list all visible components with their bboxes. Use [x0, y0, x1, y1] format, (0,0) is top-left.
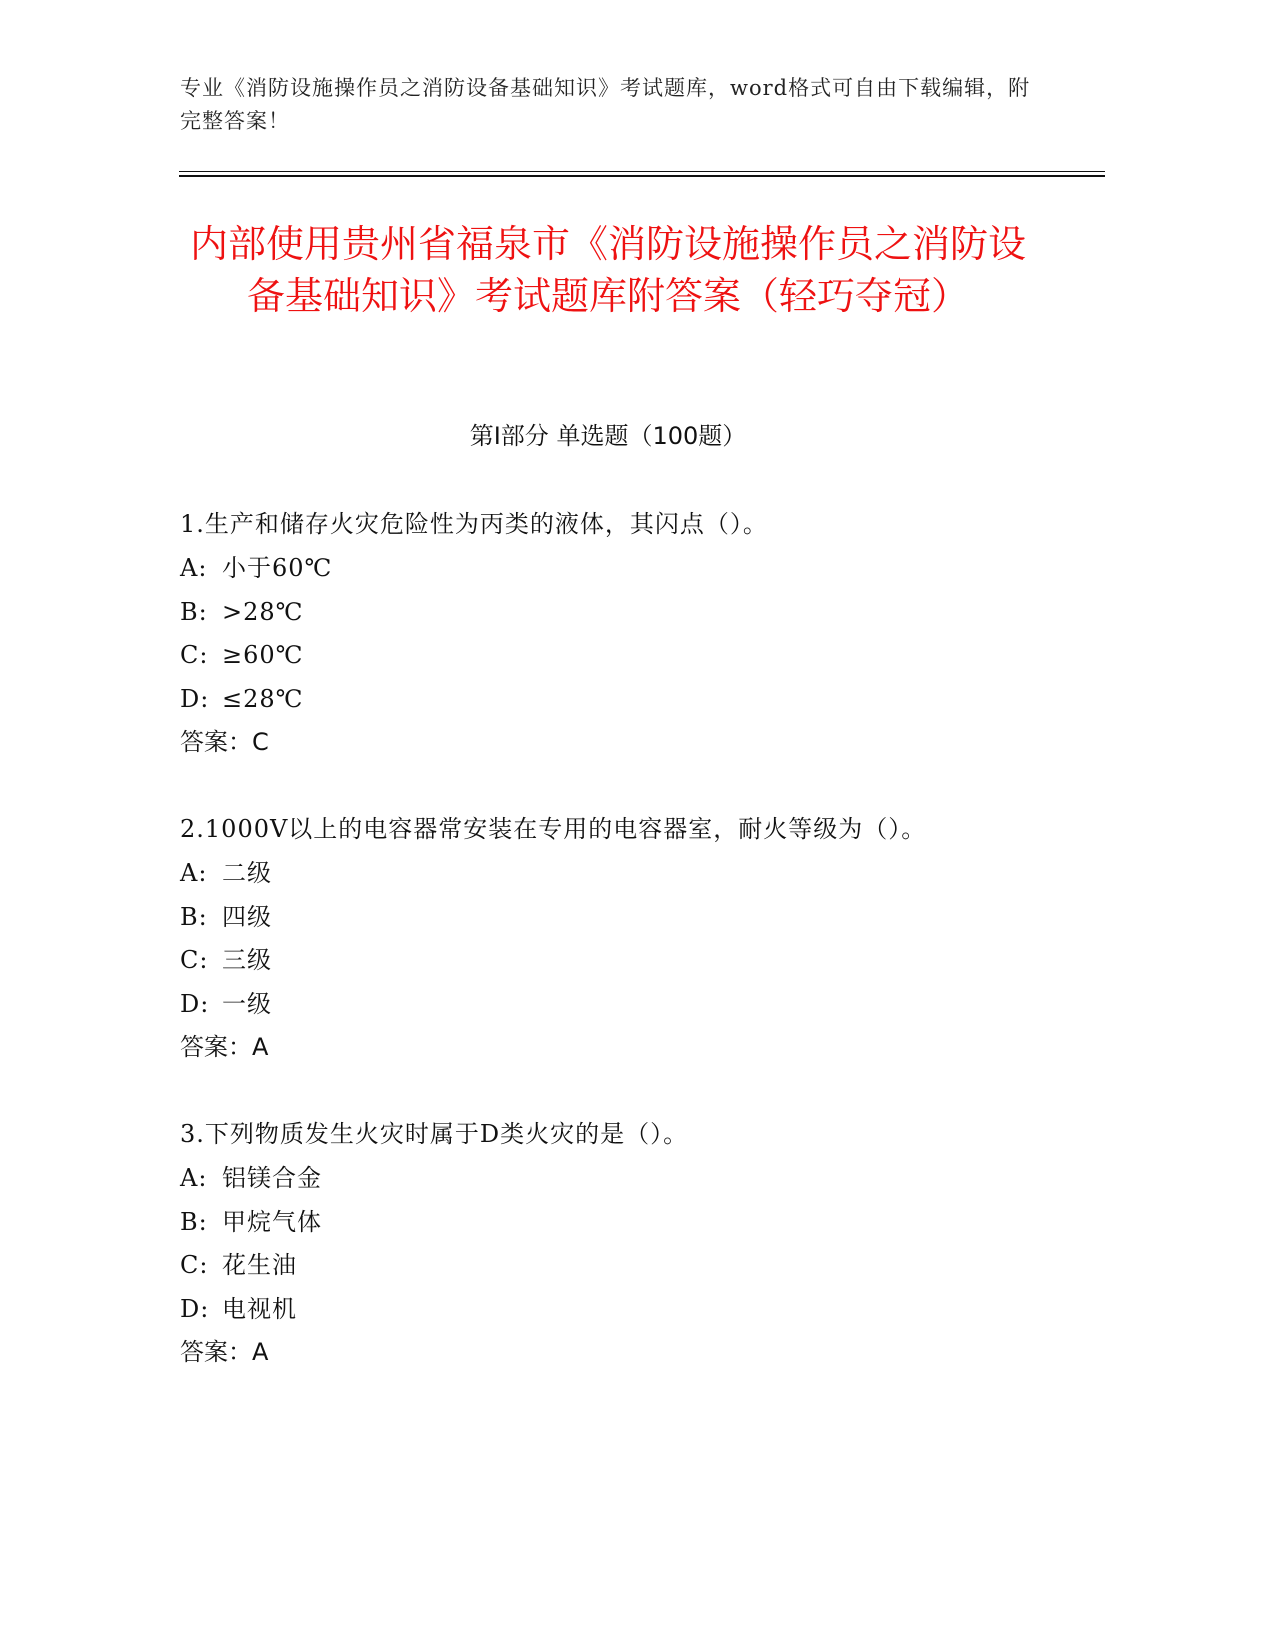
- question-stem: 2.1000V以上的电容器常安装在专用的电容器室，耐火等级为（）。: [180, 815, 927, 843]
- header-divider-thin: [179, 171, 1105, 172]
- option-text: ≥60℃: [222, 641, 304, 669]
- option-key: A:: [180, 1164, 208, 1192]
- option-key: D:: [180, 684, 210, 713]
- option-d: [180, 679, 1080, 723]
- option-text: 花生油: [222, 1251, 297, 1279]
- option-text: 四级: [222, 902, 272, 931]
- option-text: 甲烷气体: [222, 1207, 322, 1236]
- answer-label: 答案：: [180, 728, 252, 756]
- option-text: 铝镁合金: [222, 1164, 322, 1192]
- option-text: ≤28℃: [222, 684, 304, 713]
- option-text: 三级: [222, 946, 272, 974]
- option-d: [180, 1289, 1080, 1333]
- answer-line: [180, 1027, 1080, 1071]
- question-1: [180, 504, 1080, 766]
- answer-label: 答案：: [180, 1033, 252, 1061]
- option-key: D:: [180, 989, 210, 1018]
- option-key: A:: [180, 859, 208, 887]
- option-a: [180, 1158, 1080, 1202]
- answer-value: C: [252, 728, 269, 756]
- option-b: [180, 1202, 1080, 1246]
- option-text: >28℃: [222, 597, 304, 626]
- option-a: [180, 853, 1080, 897]
- header-note: 专业《消防设施操作员之消防设备基础知识》考试题库，word格式可自由下载编辑，附完整答案！: [180, 76, 1031, 133]
- question-stem: 3.下列物质发生火灾时属于D类火灾的是（）。: [180, 1120, 689, 1148]
- option-key: B:: [180, 597, 208, 626]
- question-stem: 1.生产和储存火灾危险性为丙类的液体，其闪点（）。: [180, 510, 768, 538]
- option-b: [180, 897, 1080, 941]
- header-divider-thick: [179, 175, 1105, 177]
- option-text: 电视机: [222, 1294, 297, 1323]
- option-text: 一级: [222, 989, 272, 1018]
- answer-label: 答案：: [180, 1338, 252, 1366]
- option-c: [180, 940, 1080, 984]
- option-key: C:: [180, 641, 209, 669]
- option-key: B:: [180, 902, 208, 931]
- option-d: [180, 984, 1080, 1028]
- option-key: B:: [180, 1207, 208, 1236]
- option-text: 小于60℃: [222, 554, 333, 582]
- option-b: [180, 592, 1080, 636]
- option-key: A:: [180, 554, 208, 582]
- document-title: 内部使用贵州省福泉市《消防设施操作员之消防设备基础知识》考试题库附答案（轻巧夺冠）: [189, 222, 1026, 318]
- section-title: 第I部分 单选题（100题）: [469, 422, 747, 450]
- question-3: [180, 1114, 1080, 1376]
- answer-line: [180, 722, 1080, 766]
- answer-value: A: [252, 1338, 269, 1366]
- option-c: [180, 1245, 1080, 1289]
- option-key: C:: [180, 946, 209, 974]
- question-2: [180, 809, 1080, 1071]
- option-key: C:: [180, 1251, 209, 1279]
- option-key: D:: [180, 1294, 210, 1323]
- answer-line: [180, 1332, 1080, 1376]
- option-text: 二级: [222, 859, 272, 887]
- option-c: [180, 635, 1080, 679]
- option-a: [180, 548, 1080, 592]
- answer-value: A: [252, 1033, 269, 1061]
